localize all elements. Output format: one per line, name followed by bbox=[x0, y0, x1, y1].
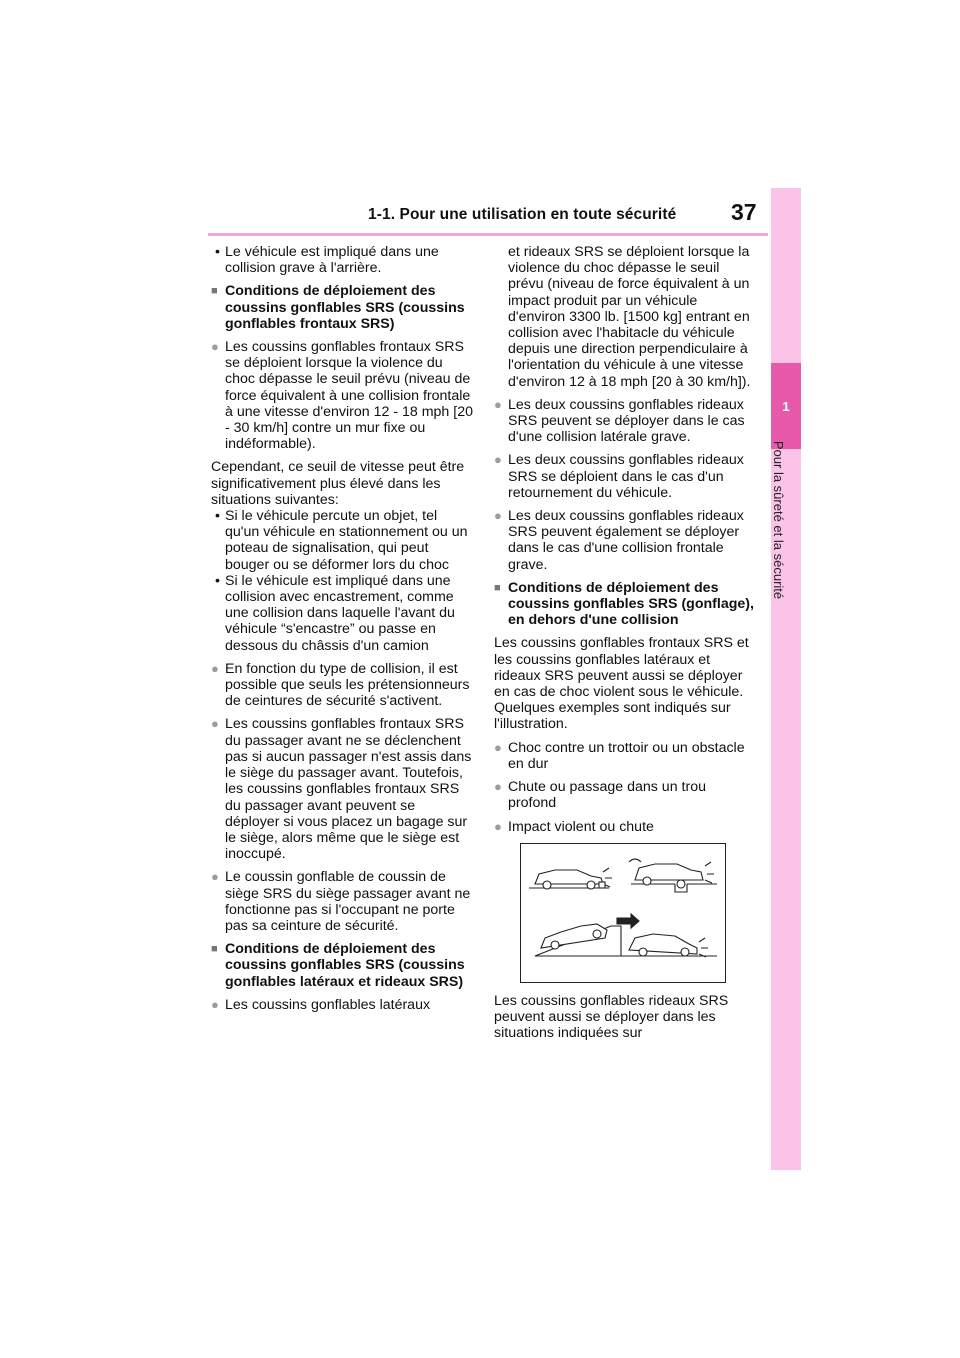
car-ramp-icon bbox=[535, 924, 621, 956]
car-curb-icon bbox=[529, 868, 612, 889]
square-bullet-icon: ■ bbox=[494, 581, 501, 594]
list-item bbox=[494, 779, 756, 811]
bullet-circle-icon: ● bbox=[211, 716, 219, 732]
bullet-frontal-grave-text: Les deux coussins gonflables rideaux SRS peuvent également se déployer dans le cas d'une collision frontale grave. bbox=[508, 508, 744, 573]
bullet-passenger-text: Les coussins gonflables frontaux SRS du passager avant ne se déclenchent pas si aucun passager n'est assis dans le siège du passager avant. Toutefois, les coussins gonflables frontaux SRS du passager avant peuvent se déployer si vous placez un bagage sur le siège, alors même que le siège est inoccupé. bbox=[225, 716, 472, 863]
page-number: 37 bbox=[731, 199, 757, 225]
list-item bbox=[211, 997, 473, 1013]
list-item bbox=[494, 452, 756, 501]
bullet-circle-icon: ● bbox=[494, 452, 502, 468]
intro-bullet-text: Le véhicule est impliqué dans une collision grave à l'arrière. bbox=[225, 244, 439, 277]
list-item bbox=[211, 716, 473, 862]
chapter-side-tab[interactable] bbox=[771, 188, 801, 1170]
list-item bbox=[211, 869, 473, 934]
dash-item-2: Si le véhicule est impliqué dans une collision avec encastrement, comme une collision dans laquelle l'avant du véhicule “s'encastre” ou passe en dessous du châssis d'un camion bbox=[225, 572, 455, 654]
right-column bbox=[494, 244, 756, 1041]
square-bullet-icon: ■ bbox=[211, 943, 218, 956]
bullet-circle-icon: ● bbox=[211, 339, 219, 355]
section-heading bbox=[211, 941, 473, 990]
list-item bbox=[494, 819, 756, 835]
bullet-circle-icon: ● bbox=[211, 996, 219, 1012]
bullet-circle-icon: ● bbox=[494, 739, 502, 755]
bullet-impact-text: Impact violent ou chute bbox=[508, 818, 654, 835]
heading-no-collision: Conditions de déploiement des coussins gonflables SRS (gonflage), en dehors d'une collision bbox=[508, 579, 754, 629]
bullet-circle-icon: ● bbox=[494, 396, 502, 412]
list-item bbox=[211, 508, 473, 573]
square-bullet-icon: ■ bbox=[211, 285, 218, 298]
chapter-label: Pour la sûreté et la sécurité bbox=[771, 440, 786, 600]
list-item bbox=[211, 661, 473, 710]
side-continuation-text: et rideaux SRS se déploient lorsque la violence du choc dépasse le seuil prévu (niveau de force équivalent à un impact produit par un véhicule d'environ 3300 lb. [1500 kg] entrant en collision avec l'habitacle du véhicule depuis une direction perpendiculaire à l'orientation du véhicule à une vitesse d'environ 12 à 18 mph [20 à 30 km/h]). bbox=[508, 244, 751, 390]
bullet-pretensioners-text: En fonction du type de collision, il est possible que seuls les prétensionneurs de ceintures de sécurité s'activent. bbox=[225, 660, 470, 710]
bullet-side-deploy-text: Les deux coussins gonflables rideaux SRS peuvent se déployer dans le cas d'une collision latérale grave. bbox=[508, 396, 745, 446]
list-item bbox=[494, 397, 756, 446]
bullet-side-start-text: Les coussins gonflables latéraux bbox=[225, 996, 431, 1013]
threshold-paragraph: Cependant, ce seuil de vitesse peut être significativement plus élevé dans les situations suivantes: bbox=[211, 459, 465, 508]
bullet-rollover-text: Les deux coussins gonflables rideaux SRS se déploient dans le cas d'un retournement du véhicule. bbox=[508, 452, 744, 501]
chapter-number-badge: 1 bbox=[771, 363, 801, 449]
bullet-dot-small: • bbox=[211, 508, 220, 525]
closing-paragraph: Les coussins gonflables rideaux SRS peuvent aussi se déployer dans les situations indiquées sur bbox=[494, 992, 729, 1042]
header-divider bbox=[208, 233, 768, 236]
bullet-circle-icon: ● bbox=[211, 869, 219, 885]
list-item bbox=[211, 244, 473, 276]
car-underbody-impact-illustration bbox=[520, 843, 726, 983]
dash-item-1: Si le véhicule percute un objet, tel qu'un véhicule en stationnement ou un poteau de signalisation, qui peut bouger ou se déformer lors du choc bbox=[225, 508, 468, 573]
left-column bbox=[211, 244, 473, 1020]
list-item bbox=[494, 740, 756, 772]
list-item bbox=[494, 508, 756, 573]
bullet-circle-icon: ● bbox=[494, 508, 502, 524]
list-item bbox=[211, 339, 473, 452]
bullet-circle-icon: ● bbox=[494, 818, 502, 834]
bullet-cushion-text: Le coussin gonflable de coussin de siège SRS du siège passager avant ne fonctionne pas si l'occupant ne porte pas sa ceinture de sécurité. bbox=[225, 869, 471, 934]
bullet-circle-icon: ● bbox=[211, 660, 219, 676]
car-impact-icon bbox=[621, 934, 717, 957]
bullet-dot-small: • bbox=[211, 244, 220, 260]
section-title: 1-1. Pour une utilisation en toute sécurité bbox=[368, 206, 677, 223]
bullet-frontal-text: Les coussins gonflables frontaux SRS se déploient lorsque la violence du choc dépasse le seuil prévu (niveau de force équivalent à une collision frontale à une vitesse d'environ 12 - 18 mph [20 - 30 km/h] contre un mur fixe ou indéformable). bbox=[225, 339, 473, 453]
bullet-curb-text: Choc contre un trottoir ou un obstacle en dur bbox=[508, 739, 745, 772]
car-hole-icon bbox=[629, 859, 717, 892]
heading-frontal: Conditions de déploiement des coussins gonflables SRS (coussins gonflables frontaux SRS) bbox=[225, 283, 465, 332]
list-item bbox=[211, 573, 473, 654]
section-heading bbox=[494, 580, 756, 629]
bullet-circle-icon: ● bbox=[494, 779, 502, 795]
section-heading bbox=[211, 283, 473, 332]
no-collision-paragraph: Les coussins gonflables frontaux SRS et les coussins gonflables latéraux et rideaux SRS peuvent aussi se déployer en cas de choc violent sous le véhicule. Quelques exemples sont indiqués sur l'illustration. bbox=[494, 635, 749, 733]
bullet-dot-small: • bbox=[211, 572, 220, 589]
heading-side: Conditions de déploiement des coussins gonflables SRS (coussins gonflables latéraux et rideaux SRS) bbox=[225, 941, 465, 990]
illustration-svg bbox=[521, 844, 725, 982]
bullet-hole-text: Chute ou passage dans un trou profond bbox=[508, 779, 706, 812]
